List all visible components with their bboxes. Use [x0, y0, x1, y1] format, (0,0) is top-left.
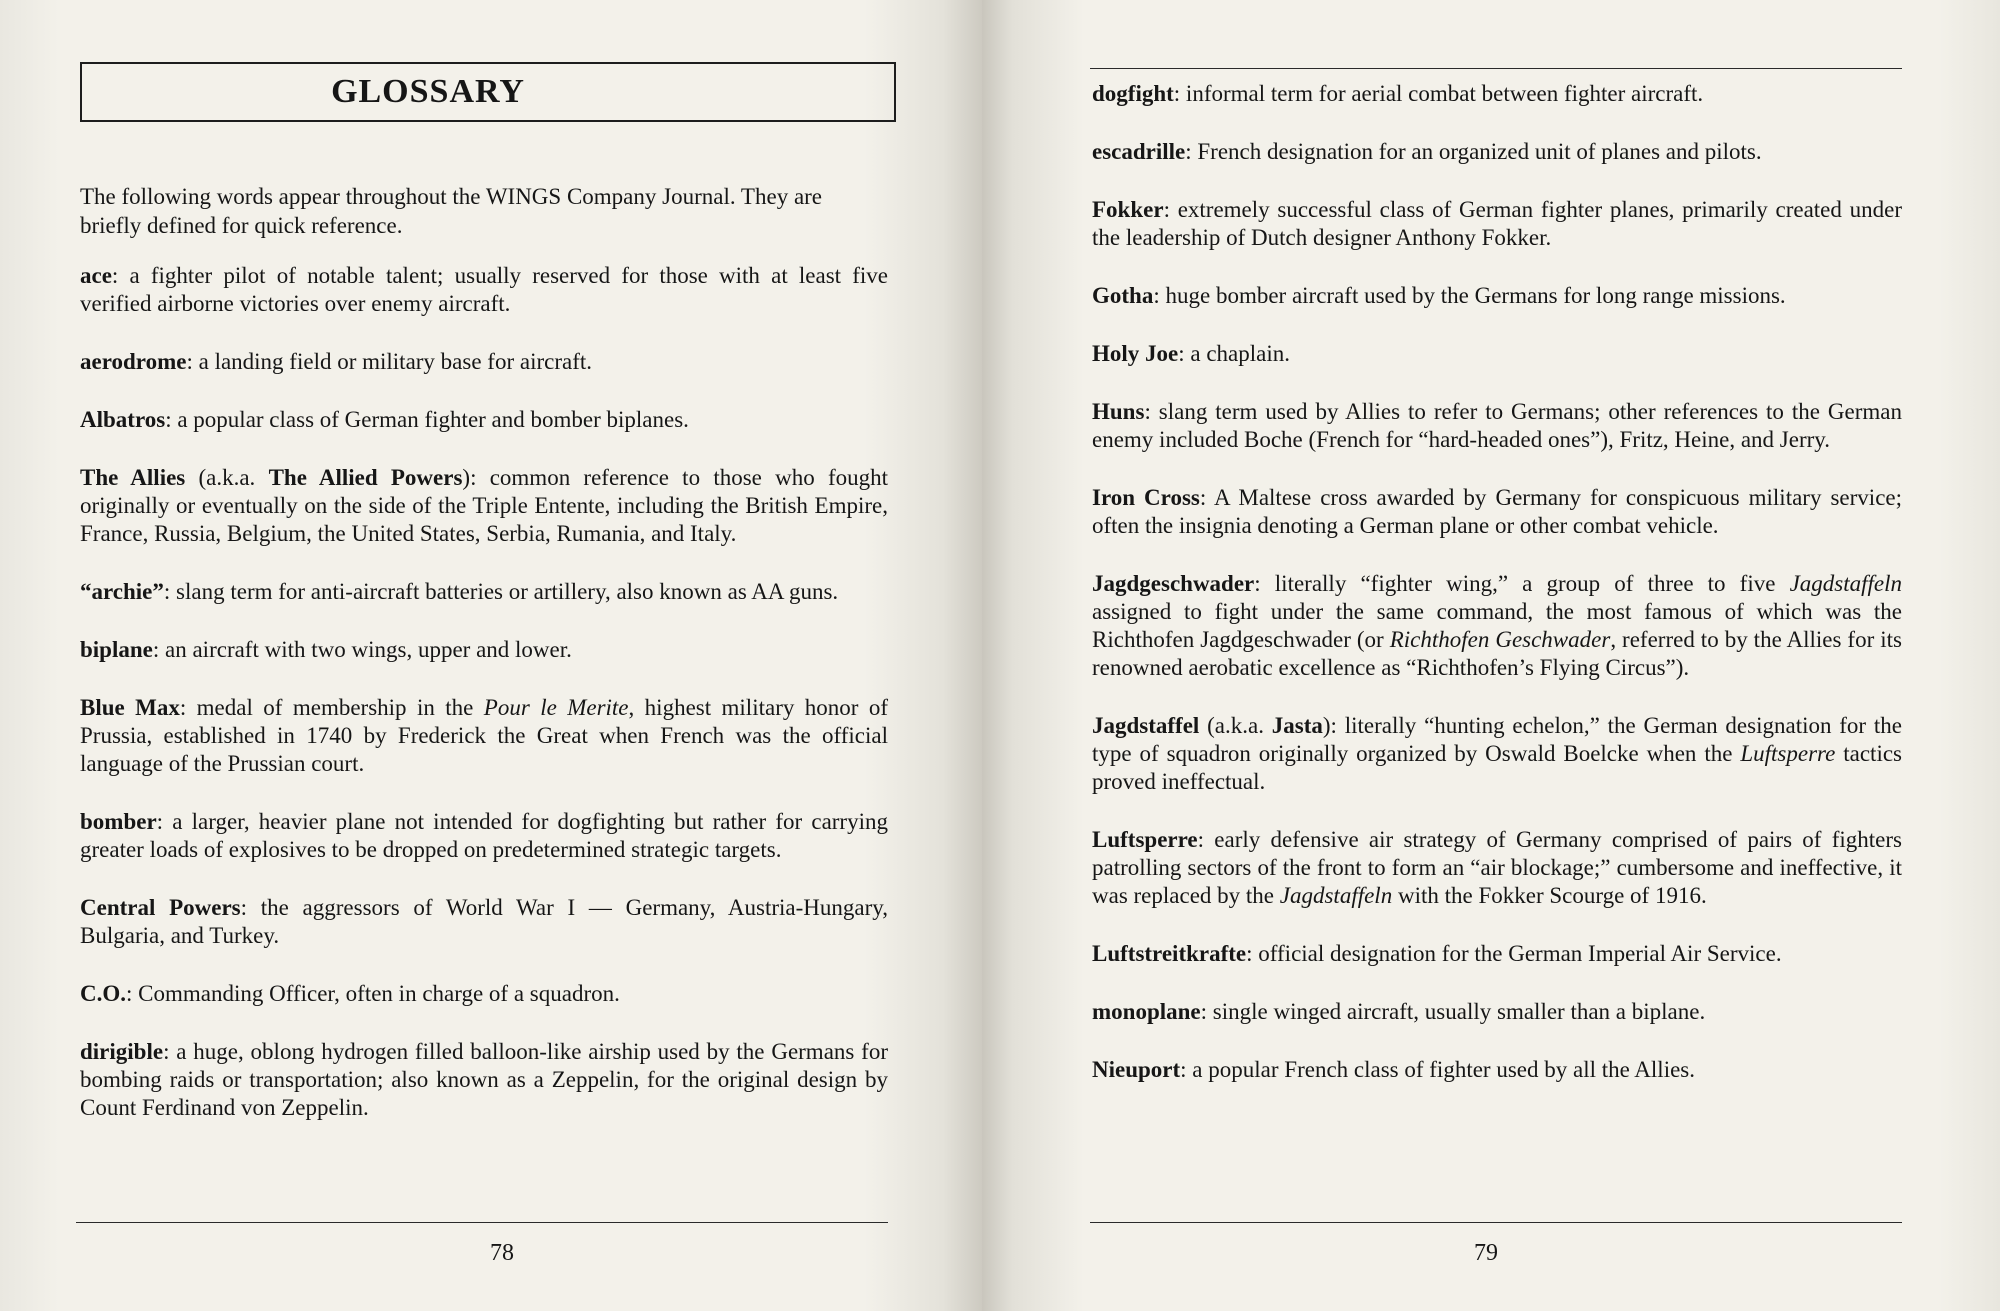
glossary-definition-prefix: : medal of membership in the	[179, 695, 484, 720]
glossary-definition: : a fighter pilot of notable talent; usually reserved for those with at least five verified airborne victories over enemy aircraft.	[80, 263, 888, 316]
glossary-definition: : informal term for aerial combat between fighter aircraft.	[1173, 81, 1704, 106]
footer-rule	[1090, 1222, 1902, 1223]
left-page	[0, 0, 982, 1311]
glossary-entry	[80, 348, 888, 376]
glossary-italic-term: Jagdstaffeln	[1789, 571, 1902, 596]
glossary-entry	[80, 980, 888, 1008]
glossary-term: Huns	[1092, 399, 1145, 424]
left-page-content	[80, 62, 888, 1152]
glossary-italic-term: Pour le Merite	[483, 695, 629, 720]
glossary-term: “archie”	[80, 579, 164, 604]
glossary-term: Fokker	[1092, 197, 1164, 222]
glossary-entry	[80, 808, 888, 864]
glossary-term: Central Powers	[80, 895, 241, 920]
glossary-italic-term: Jagdstaffeln	[1279, 883, 1393, 908]
glossary-definition: : slang term for anti-aircraft batteries or artillery, also known as AA guns.	[163, 579, 839, 604]
glossary-alt-term: The Allied Powers	[268, 465, 463, 490]
glossary-entry	[1092, 570, 1902, 682]
glossary-italic-term: Luftsperre	[1740, 741, 1836, 766]
page-number: 78	[490, 1240, 514, 1266]
glossary-term: dirigible	[80, 1039, 164, 1064]
glossary-entry	[1092, 998, 1902, 1026]
glossary-definition: : official designation for the German Imperial Air Service.	[1246, 941, 1782, 966]
glossary-entry	[80, 406, 888, 434]
glossary-definition: : a landing field or military base for aircraft.	[186, 349, 593, 374]
glossary-entry	[80, 636, 888, 664]
glossary-definition: : slang term used by Allies to refer to Germans; other references to the German enemy included Boche (French for “hard-headed ones”), Fritz, Heine, and Jerry.	[1092, 399, 1902, 452]
glossary-definition: , highest military honor of Prussia, established in 1740 by Frederick the Great when French was the official language of the Prussian court.	[80, 695, 888, 776]
glossary-definition-prefix: (a.k.a.	[185, 465, 269, 490]
glossary-definition: : huge bomber aircraft used by the Germans for long range missions.	[1153, 283, 1786, 308]
glossary-term: escadrille	[1092, 139, 1186, 164]
glossary-term: Blue Max	[80, 695, 180, 720]
glossary-definition-prefix: : early defensive air strategy of Germany comprised of pairs of fighters patrolling sectors of the front to form an “air blockage;” cumbersome and ineffective, it was replaced by the	[1092, 827, 1902, 908]
glossary-definition: : a popular class of German fighter and bomber biplanes.	[165, 407, 689, 432]
glossary-alt-term: Jasta	[1271, 713, 1323, 738]
glossary-term: monoplane	[1092, 999, 1201, 1024]
glossary-intro: The following words appear throughout the WINGS Company Journal. They are briefly defined for quick reference.	[80, 184, 823, 238]
glossary-entry	[80, 1038, 888, 1122]
glossary-term: aerodrome	[80, 349, 187, 374]
page-number: 79	[1474, 1240, 1498, 1266]
glossary-definition: : extremely successful class of German fighter planes, primarily created under the leadership of Dutch designer Anthony Fokker.	[1092, 197, 1902, 250]
glossary-term: dogfight	[1092, 81, 1174, 106]
glossary-definition: : the aggressors of World War I — Germany, Austria-Hungary, Bulgaria, and Turkey.	[80, 895, 888, 948]
glossary-definition: : a huge, oblong hydrogen filled balloon-like airship used by the Germans for bombing raids or transportation; also known as a Zeppelin, for the original design by Count Ferdinand von Zeppelin.	[80, 1039, 888, 1120]
glossary-entry	[1092, 138, 1902, 166]
glossary-term: biplane	[80, 637, 153, 662]
glossary-term: Iron Cross	[1092, 485, 1200, 510]
glossary-entry	[1092, 398, 1902, 454]
glossary-definition: ): common reference to those who fought originally or eventually on the side of the Triple Entente, including the British Empire, France, Russia, Belgium, the United States, Serbia, Rumania, and Italy.	[80, 465, 888, 546]
glossary-entry	[80, 894, 888, 950]
glossary-term: Jagdgeschwader	[1092, 571, 1255, 596]
glossary-entry	[1092, 80, 1902, 108]
right-page	[982, 0, 2000, 1311]
glossary-title-box	[80, 62, 896, 122]
glossary-entry	[1092, 340, 1902, 368]
glossary-entry	[1092, 484, 1902, 540]
glossary-term: The Allies	[80, 465, 186, 490]
glossary-entry	[1092, 940, 1902, 968]
glossary-term: Luftsperre	[1092, 827, 1198, 852]
glossary-definition: : an aircraft with two wings, upper and lower.	[152, 637, 572, 662]
glossary-term: Nieuport	[1092, 1057, 1181, 1082]
glossary-term: Holy Joe	[1092, 341, 1179, 366]
glossary-italic-term: Richthofen Geschwader	[1389, 627, 1611, 652]
glossary-term: Albatros	[80, 407, 166, 432]
glossary-term: Gotha	[1092, 283, 1154, 308]
glossary-definition-middle: ): literally “hunting echelon,” the German designation for the type of squadron originally organized by Oswald Boelcke when the	[1092, 713, 1902, 766]
glossary-definition: : A Maltese cross awarded by Germany for conspicuous military service; often the insignia denoting a German plane or other combat vehicle.	[1092, 485, 1903, 538]
glossary-definition: with the Fokker Scourge of 1916.	[1392, 883, 1707, 908]
page-title: GLOSSARY	[331, 73, 525, 110]
glossary-entry	[80, 464, 888, 548]
right-page-content	[1092, 80, 1902, 1114]
glossary-definition: : French designation for an organized unit of planes and pilots.	[1185, 139, 1762, 164]
glossary-entry	[1092, 1056, 1902, 1084]
glossary-definition-prefix: (a.k.a.	[1199, 713, 1272, 738]
glossary-entry	[1092, 282, 1902, 310]
glossary-entry	[80, 694, 888, 778]
glossary-definition: , referred to by the Allies for its renowned aerobatic excellence as “Richthofen’s Flying Circus”).	[1092, 627, 1902, 680]
glossary-definition: : a larger, heavier plane not intended for dogfighting but rather for carrying greater loads of explosives to be dropped on predetermined strategic targets.	[80, 809, 888, 862]
glossary-term: bomber	[80, 809, 157, 834]
glossary-term: ace	[80, 263, 112, 288]
footer-rule	[76, 1222, 888, 1223]
glossary-entry	[80, 578, 888, 606]
glossary-entry	[1092, 826, 1902, 910]
glossary-definition: tactics proved ineffectual.	[1092, 741, 1902, 794]
glossary-term: C.O.	[80, 981, 126, 1006]
glossary-entry	[80, 262, 888, 318]
glossary-definition: : Commanding Officer, often in charge of a squadron.	[126, 981, 620, 1006]
glossary-term: Jagdstaffel	[1092, 713, 1200, 738]
glossary-entry	[1092, 712, 1902, 796]
glossary-definition: : a chaplain.	[1178, 341, 1291, 366]
glossary-definition: : single winged aircraft, usually smaller than a biplane.	[1200, 999, 1706, 1024]
header-rule	[1090, 68, 1902, 69]
glossary-definition: : a popular French class of fighter used by all the Allies.	[1180, 1057, 1695, 1082]
glossary-entry	[1092, 196, 1902, 252]
glossary-definition-middle: assigned to fight under the same command, the most famous of which was the Richthofen Jagdgeschwader (or	[1092, 599, 1902, 652]
glossary-definition-prefix: : literally “fighter wing,” a group of three to five	[1254, 571, 1790, 596]
glossary-term: Luftstreitkrafte	[1092, 941, 1247, 966]
